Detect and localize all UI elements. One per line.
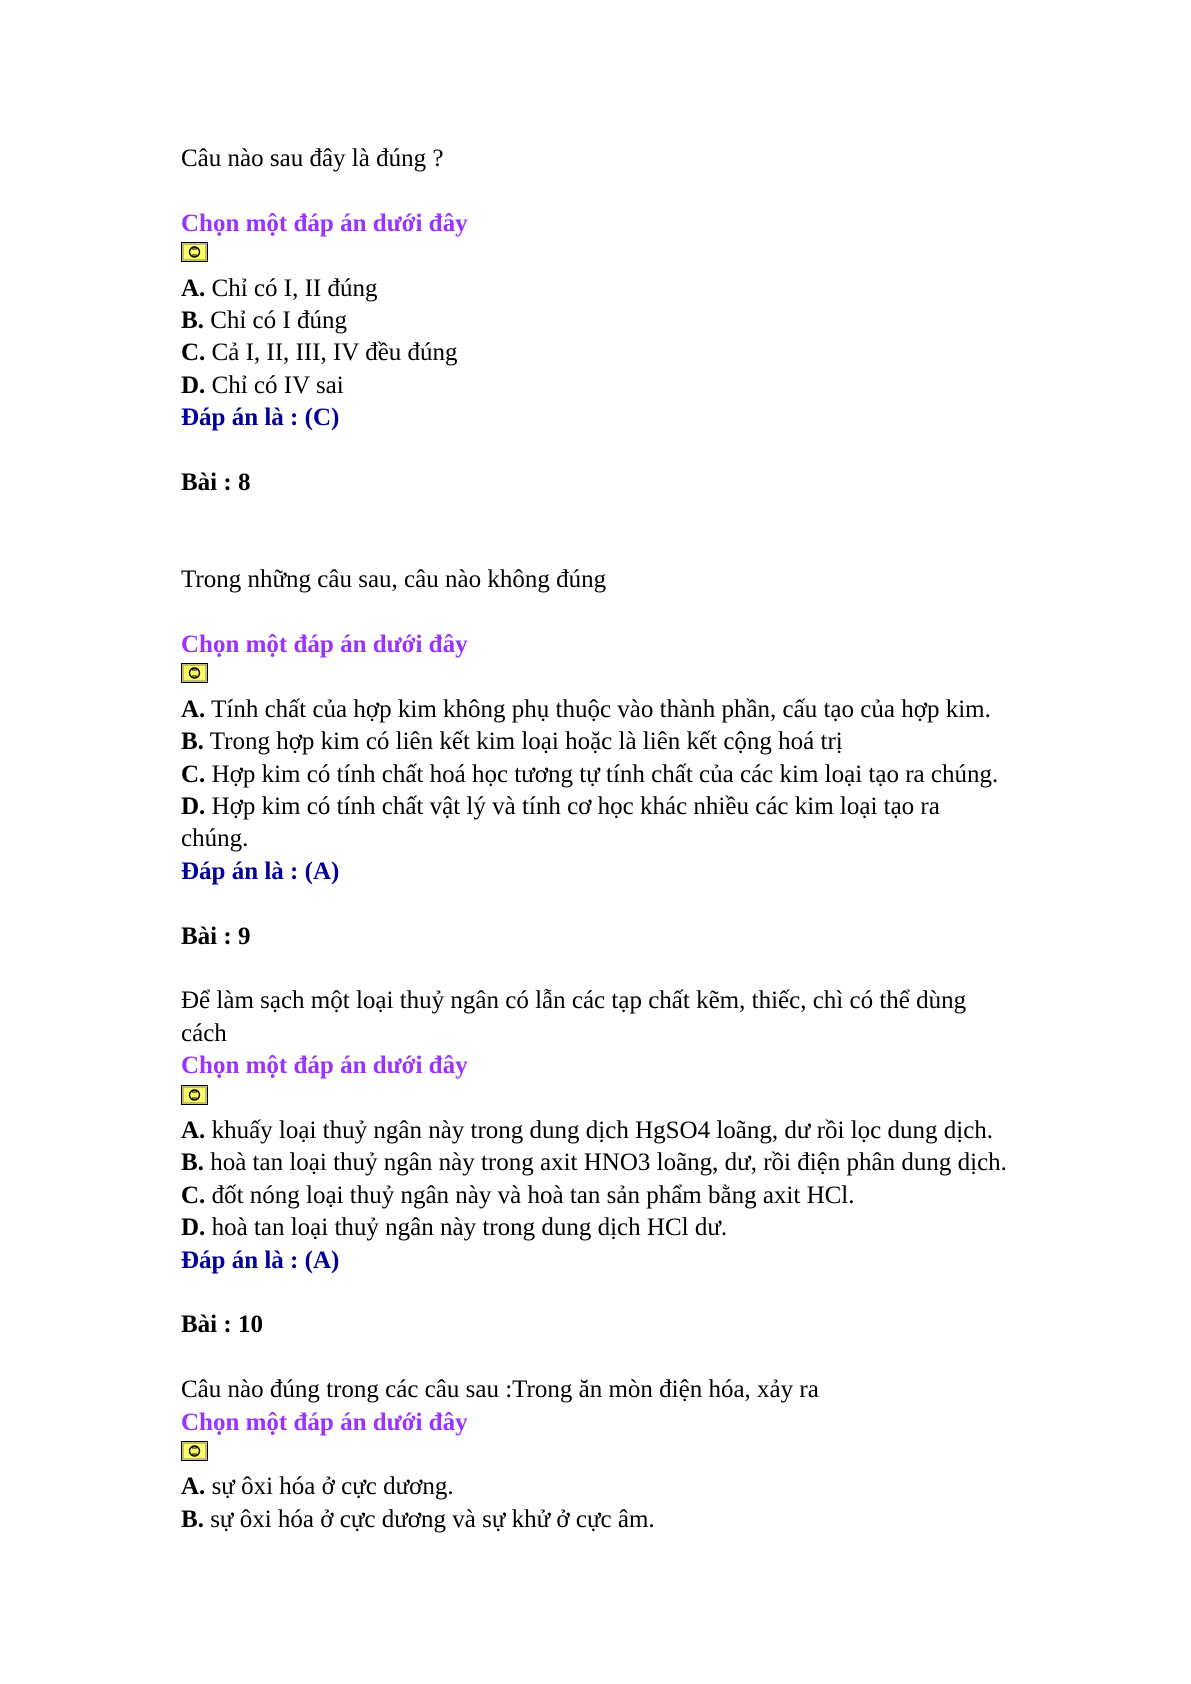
question-title: Bài : 10 [181,1311,263,1339]
choose-prompt: Chọn một đáp án dưới đây [181,209,468,237]
question-stem: Trong những câu sau, câu nào không đúng [181,566,607,594]
question-stem: Câu nào đúng trong các câu sau :Trong ăn mòn điện hóa, xảy ra [181,1376,819,1404]
question-10 [181,1309,1121,1536]
option-a: A. khuấy loại thuỷ ngân này trong dung dịch HgSO4 loãng, dư rồi lọc dung dịch. [181,1117,994,1145]
option-c: C. Hợp kim có tính chất hoá học tương tự tính chất của các kim loại tạo ra chúng. [181,760,999,788]
option-c: C. Cả I, II, III, IV đều đúng [181,339,458,367]
radio-button-icon[interactable] [181,1441,208,1461]
answer-line: Đáp án là : (C) [181,404,340,432]
radio-button-icon[interactable] [181,663,208,683]
option-b: B. Trong hợp kim có liên kết kim loại hoặc là liên kết cộng hoá trị [181,728,843,756]
option-d: D. hoà tan loại thuỷ ngân này trong dung dịch HCl dư. [181,1214,728,1242]
answer-line: Đáp án là : (A) [181,1246,340,1274]
answer-line: Đáp án là : (A) [181,857,340,885]
choose-prompt: Chọn một đáp án dưới đây [181,1408,468,1436]
document-page [181,143,1121,1536]
option-b: B. sự ôxi hóa ở cực dương và sự khử ở cực âm. [181,1505,655,1533]
choose-prompt: Chọn một đáp án dưới đây [181,631,468,659]
radio-button-icon[interactable] [181,1085,208,1105]
option-d: D. Hợp kim có tính chất vật lý và tính cơ học khác nhiều các kim loại tạo ra [181,793,940,821]
question-title: Bài : 8 [181,469,251,497]
question-stem-continued: cách [181,1019,227,1047]
option-a: A. Tính chất của hợp kim không phụ thuộc vào thành phần, cấu tạo của hợp kim. [181,695,991,723]
question-7 [181,143,1121,435]
question-stem: Câu nào sau đây là đúng ? [181,145,444,172]
option-c: C. đốt nóng loại thuỷ ngân này và hoà tan sản phẩm bằng axit HCl. [181,1181,855,1209]
radio-button-icon[interactable] [181,242,208,262]
question-8 [181,467,1121,888]
option-b: B. Chỉ có I đúng [181,307,347,334]
question-9 [181,921,1121,1277]
option-d-continued: chúng. [181,825,249,853]
option-a: A. sự ôxi hóa ở cực dương. [181,1473,454,1501]
option-a: A. Chỉ có I, II đúng [181,274,378,302]
choose-prompt: Chọn một đáp án dưới đây [181,1052,468,1080]
question-stem: Để làm sạch một loại thuỷ ngân có lẫn các tạp chất kẽm, thiếc, chì có thể dùng [181,987,967,1015]
option-d: D. Chỉ có IV sai [181,371,344,399]
question-title: Bài : 9 [181,922,251,950]
option-b: B. hoà tan loại thuỷ ngân này trong axit HNO3 loãng, dư, rồi điện phân dung dịch. [181,1149,1007,1177]
